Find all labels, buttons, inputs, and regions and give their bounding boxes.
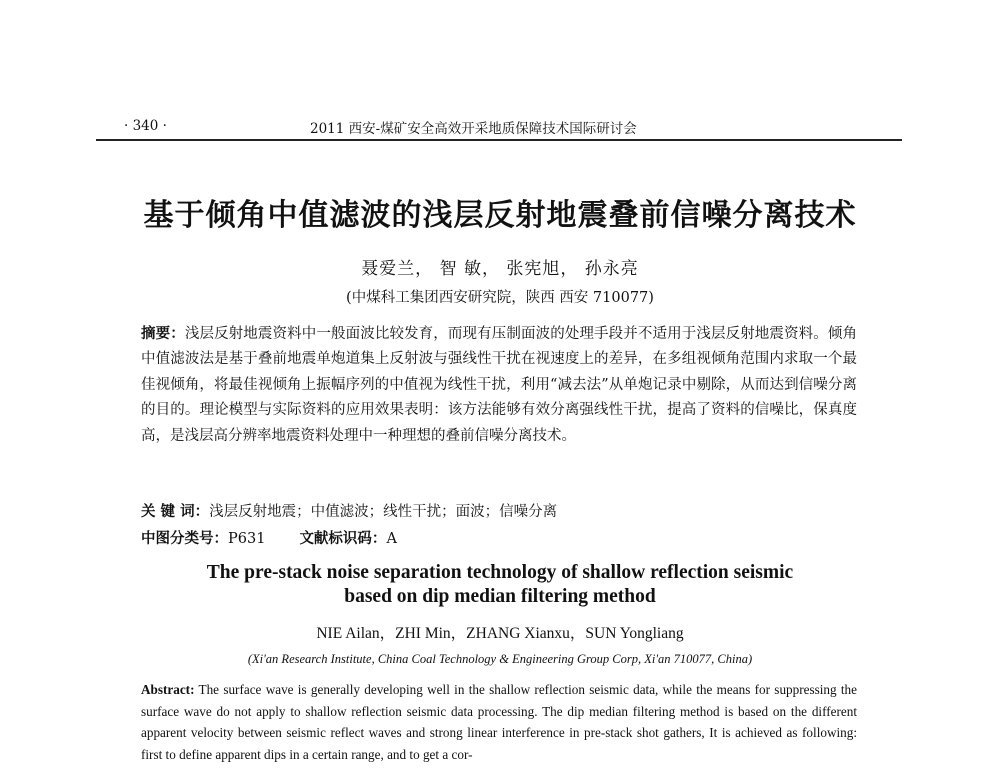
running-header [96, 116, 902, 136]
clc-label: 中图分类号： [141, 531, 228, 547]
conference-name: 2011 西安-煤矿安全高效开采地质保障技术国际研讨会 [310, 121, 637, 137]
paper-title-cn: 基于倾角中值滤波的浅层反射地震叠前信噪分离技术 [143, 198, 857, 233]
classification-line [141, 527, 397, 548]
keywords-cn-text: 浅层反射地震；中值滤波；线性干扰；面波；信噪分离 [209, 504, 558, 520]
doc-code-label: 文献标识码： [299, 531, 387, 547]
authors-en: NIE Ailan，ZHI Min，ZHANG Xianxu，SUN Yongliang [316, 625, 684, 642]
header-rule [96, 139, 902, 141]
abstract-cn-text: 浅层反射地震资料中一般面波比较发育，而现有压制面波的处理手段并不适用于浅层反射地震资料。倾角中值滤波法是基于叠前地震单炮道集上反射波与强线性干扰在视速度上的差异，在多组视倾角范围内求取一个最佳视倾角，将最佳视倾角上振幅序列的中值视为线性干扰，利用“减去法”从单炮记录中剔除，从而达到信噪分离的目的。理论模型与实际资料的应用效果表明：该方法能够有效分离强线性干扰，提高了资料的信噪比，保真度高，是浅层高分辨率地震资料处理中一种理想的叠前信噪分离技术。 [141, 326, 857, 444]
abstract-en-label: Abstract: [141, 682, 195, 697]
abstract-cn-label: 摘要： [141, 326, 185, 342]
title-en-line-1: The pre-stack noise separation technology of shallow reflection seismic [206, 562, 794, 583]
page-number: · 340 · [124, 118, 167, 134]
keywords-cn [141, 500, 557, 521]
keywords-cn-label: 关 键 词： [141, 504, 210, 520]
abstract-cn [141, 322, 857, 449]
paper-title-en [0, 561, 1000, 609]
affiliation-en: (Xi'an Research Institute, China Coal Technology & Engineering Group Corp, Xi'an 710077, China) [247, 652, 753, 666]
title-en-line-2: based on dip median filtering method [344, 586, 656, 607]
authors-cn: 聂爱兰， 智 敏， 张宪旭， 孙永亮 [361, 259, 639, 279]
affiliation-cn: (中煤科工集团西安研究院，陕西 西安 710077) [346, 290, 654, 306]
abstract-en-text: The surface wave is generally developing well in the shallow reflection seismic data, while the means for suppressing the surface wave do not apply to shallow reflection seismic data processing. The dip median filtering method is based on the different apparent velocity between seismic reflect waves and strong linear interference in pre-stack shot gathers, It is achieved as following: first to define apparent dips in a certain range, and to get a cor- [141, 682, 857, 762]
abstract-en [141, 679, 857, 765]
doc-code-value: A [386, 531, 397, 547]
clc-value: P631 [228, 531, 266, 547]
